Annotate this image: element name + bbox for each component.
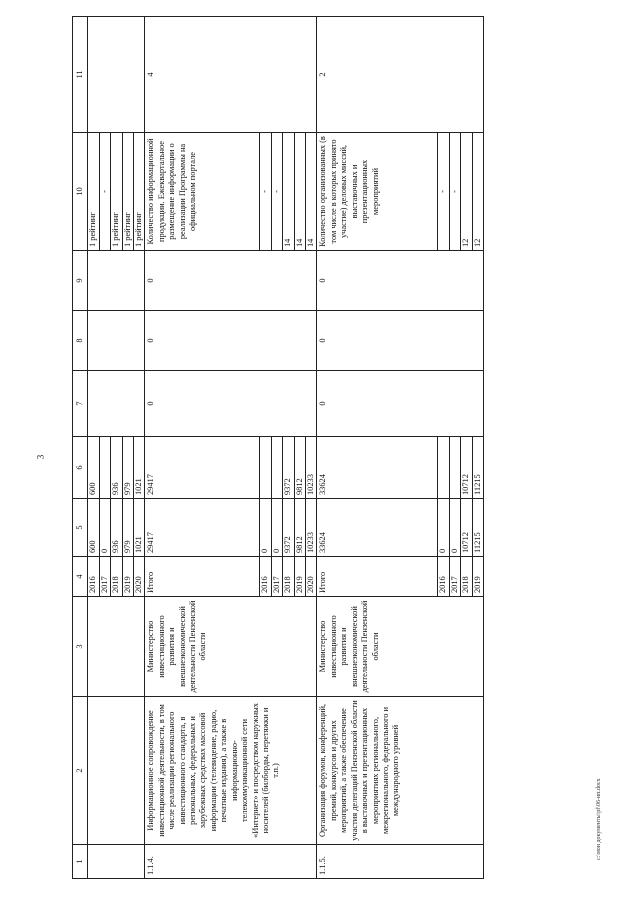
value-cell: 11215 (472, 437, 483, 499)
indicator-value-cell: - (271, 133, 282, 251)
header-cell: 8 (73, 311, 88, 371)
value-cell: 11215 (472, 499, 483, 557)
indicator-value-cell: 1 рейтинг (122, 133, 133, 251)
value-cell: 0 (438, 499, 449, 557)
total-value: 33624 (317, 499, 438, 557)
cell-empty (88, 17, 145, 133)
cell-empty (88, 251, 145, 311)
indicator-value-cell: 14 (283, 133, 294, 251)
header-cell: 3 (73, 597, 88, 697)
year-cell: 2016 (438, 557, 449, 597)
indicator-value-cell: 12 (472, 133, 483, 251)
item-executor: Министерство инвестиционного развития и внешнеэкономической деятельности Пензенской области (145, 597, 317, 697)
total-value: 29417 (145, 437, 260, 499)
indicator-value-cell: 1 рейтинг (111, 133, 122, 251)
value-cell: 1021 (134, 437, 145, 499)
year-cell: 2020 (134, 557, 145, 597)
value-cell: 10233 (306, 437, 317, 499)
value-cell: 9812 (294, 499, 305, 557)
year-cell: 2019 (472, 557, 483, 597)
total-value: 29417 (145, 499, 260, 557)
value-cell: 979 (122, 437, 133, 499)
value-cell: 0 (260, 499, 271, 557)
indicator-text: Количество организованных (в том числе в которых принято участие) деловых миссий, выставочных и презентационных мероприятий (317, 133, 438, 251)
value-cell: 0 (317, 371, 484, 437)
cell-empty (88, 697, 145, 845)
indicator-value-cell: 1 рейтинг (88, 133, 99, 251)
year-cell: 2018 (283, 557, 294, 597)
item-name: Организация форумов, конференций, премий, конкурсов и других мероприятий, а также обеспечение участия делегаций Пензенской области в выставочных и презентационных мероприятиях регионального, межрегионального, федерального и международного уровней (317, 697, 484, 845)
cell-empty (88, 311, 145, 371)
year-cell: 2018 (461, 557, 472, 597)
value-cell: 2 (317, 17, 484, 133)
year-cell: 2018 (111, 557, 122, 597)
value-cell (438, 437, 449, 499)
header-cell: 10 (73, 133, 88, 251)
value-cell: 0 (317, 311, 484, 371)
value-cell: 0 (145, 311, 317, 371)
item-executor: Министерство инвестиционного развития и внешнеэкономической деятельности Пензенской области (317, 597, 484, 697)
value-cell: 4 (145, 17, 317, 133)
cell-empty (88, 845, 145, 879)
value-cell: 600 (88, 499, 99, 557)
header-cell: 1 (73, 845, 88, 879)
value-cell (99, 437, 110, 499)
header-cell: 5 (73, 499, 88, 557)
value-cell (449, 437, 460, 499)
value-cell: 0 (271, 499, 282, 557)
year-cell: 2020 (306, 557, 317, 597)
table-row (317, 17, 438, 879)
value-cell: 979 (122, 499, 133, 557)
value-cell: 0 (317, 251, 484, 311)
value-cell: 10233 (306, 499, 317, 557)
cell-empty (88, 597, 145, 697)
value-cell: 936 (111, 437, 122, 499)
header-cell: 6 (73, 437, 88, 499)
header-cell: 7 (73, 371, 88, 437)
value-cell: 600 (88, 437, 99, 499)
header-cell: 2 (73, 697, 88, 845)
total-label: Итого (317, 557, 438, 597)
year-cell: 2017 (271, 557, 282, 597)
value-cell (260, 437, 271, 499)
indicator-value-cell: 12 (461, 133, 472, 251)
program-table (72, 16, 484, 879)
value-cell: 10712 (461, 499, 472, 557)
item-id: 1.1.5. (317, 845, 484, 879)
value-cell: 0 (145, 371, 317, 437)
total-value: 33624 (317, 437, 438, 499)
indicator-value-cell: - (449, 133, 460, 251)
value-cell: 936 (111, 499, 122, 557)
table-row (145, 17, 260, 879)
item-id: 1.1.4. (145, 845, 317, 879)
file-path-footer: c:\мои документы\pf\06-ип.docx (596, 778, 602, 860)
program-table-rotated (72, 17, 608, 879)
value-cell: 0 (449, 499, 460, 557)
value-cell: 9812 (294, 437, 305, 499)
year-cell: 2016 (260, 557, 271, 597)
indicator-text: Количество информационной продукции. Ежеквартальное размещение информации о реализации Программы на официальном портале (145, 133, 260, 251)
value-cell: 10712 (461, 437, 472, 499)
header-cell: 9 (73, 251, 88, 311)
page-number: 3 (35, 454, 46, 460)
item-name: Информационное сопровождение инвестиционной деятельности, в том числе реализации регионального инвестиционного стандарта, в региональных, федеральных и зарубежных средствах массовой информации (телевидение, радио, печатные издания), а также в информационно-телекоммуникационной сети «Интернет» и посредством наружных носителей (билборды, перетяжки и т.п.) (145, 697, 317, 845)
value-cell: 1021 (134, 499, 145, 557)
value-cell (271, 437, 282, 499)
indicator-value-cell: 1 рейтинг (134, 133, 145, 251)
value-cell: 9372 (283, 437, 294, 499)
table-row (88, 17, 99, 879)
total-label: Итого (145, 557, 260, 597)
cell-empty (88, 371, 145, 437)
indicator-value-cell: - (260, 133, 271, 251)
header-row (73, 17, 88, 879)
indicator-value-cell: - (438, 133, 449, 251)
indicator-value-cell: - (99, 133, 110, 251)
year-cell: 2019 (122, 557, 133, 597)
value-cell: 9372 (283, 499, 294, 557)
year-cell: 2017 (449, 557, 460, 597)
year-cell: 2019 (294, 557, 305, 597)
value-cell: 0 (145, 251, 317, 311)
indicator-value-cell: 14 (294, 133, 305, 251)
year-cell: 2016 (88, 557, 99, 597)
indicator-value-cell: 14 (306, 133, 317, 251)
year-cell: 2017 (99, 557, 110, 597)
header-cell: 4 (73, 557, 88, 597)
value-cell: 0 (99, 499, 110, 557)
header-cell: 11 (73, 17, 88, 133)
